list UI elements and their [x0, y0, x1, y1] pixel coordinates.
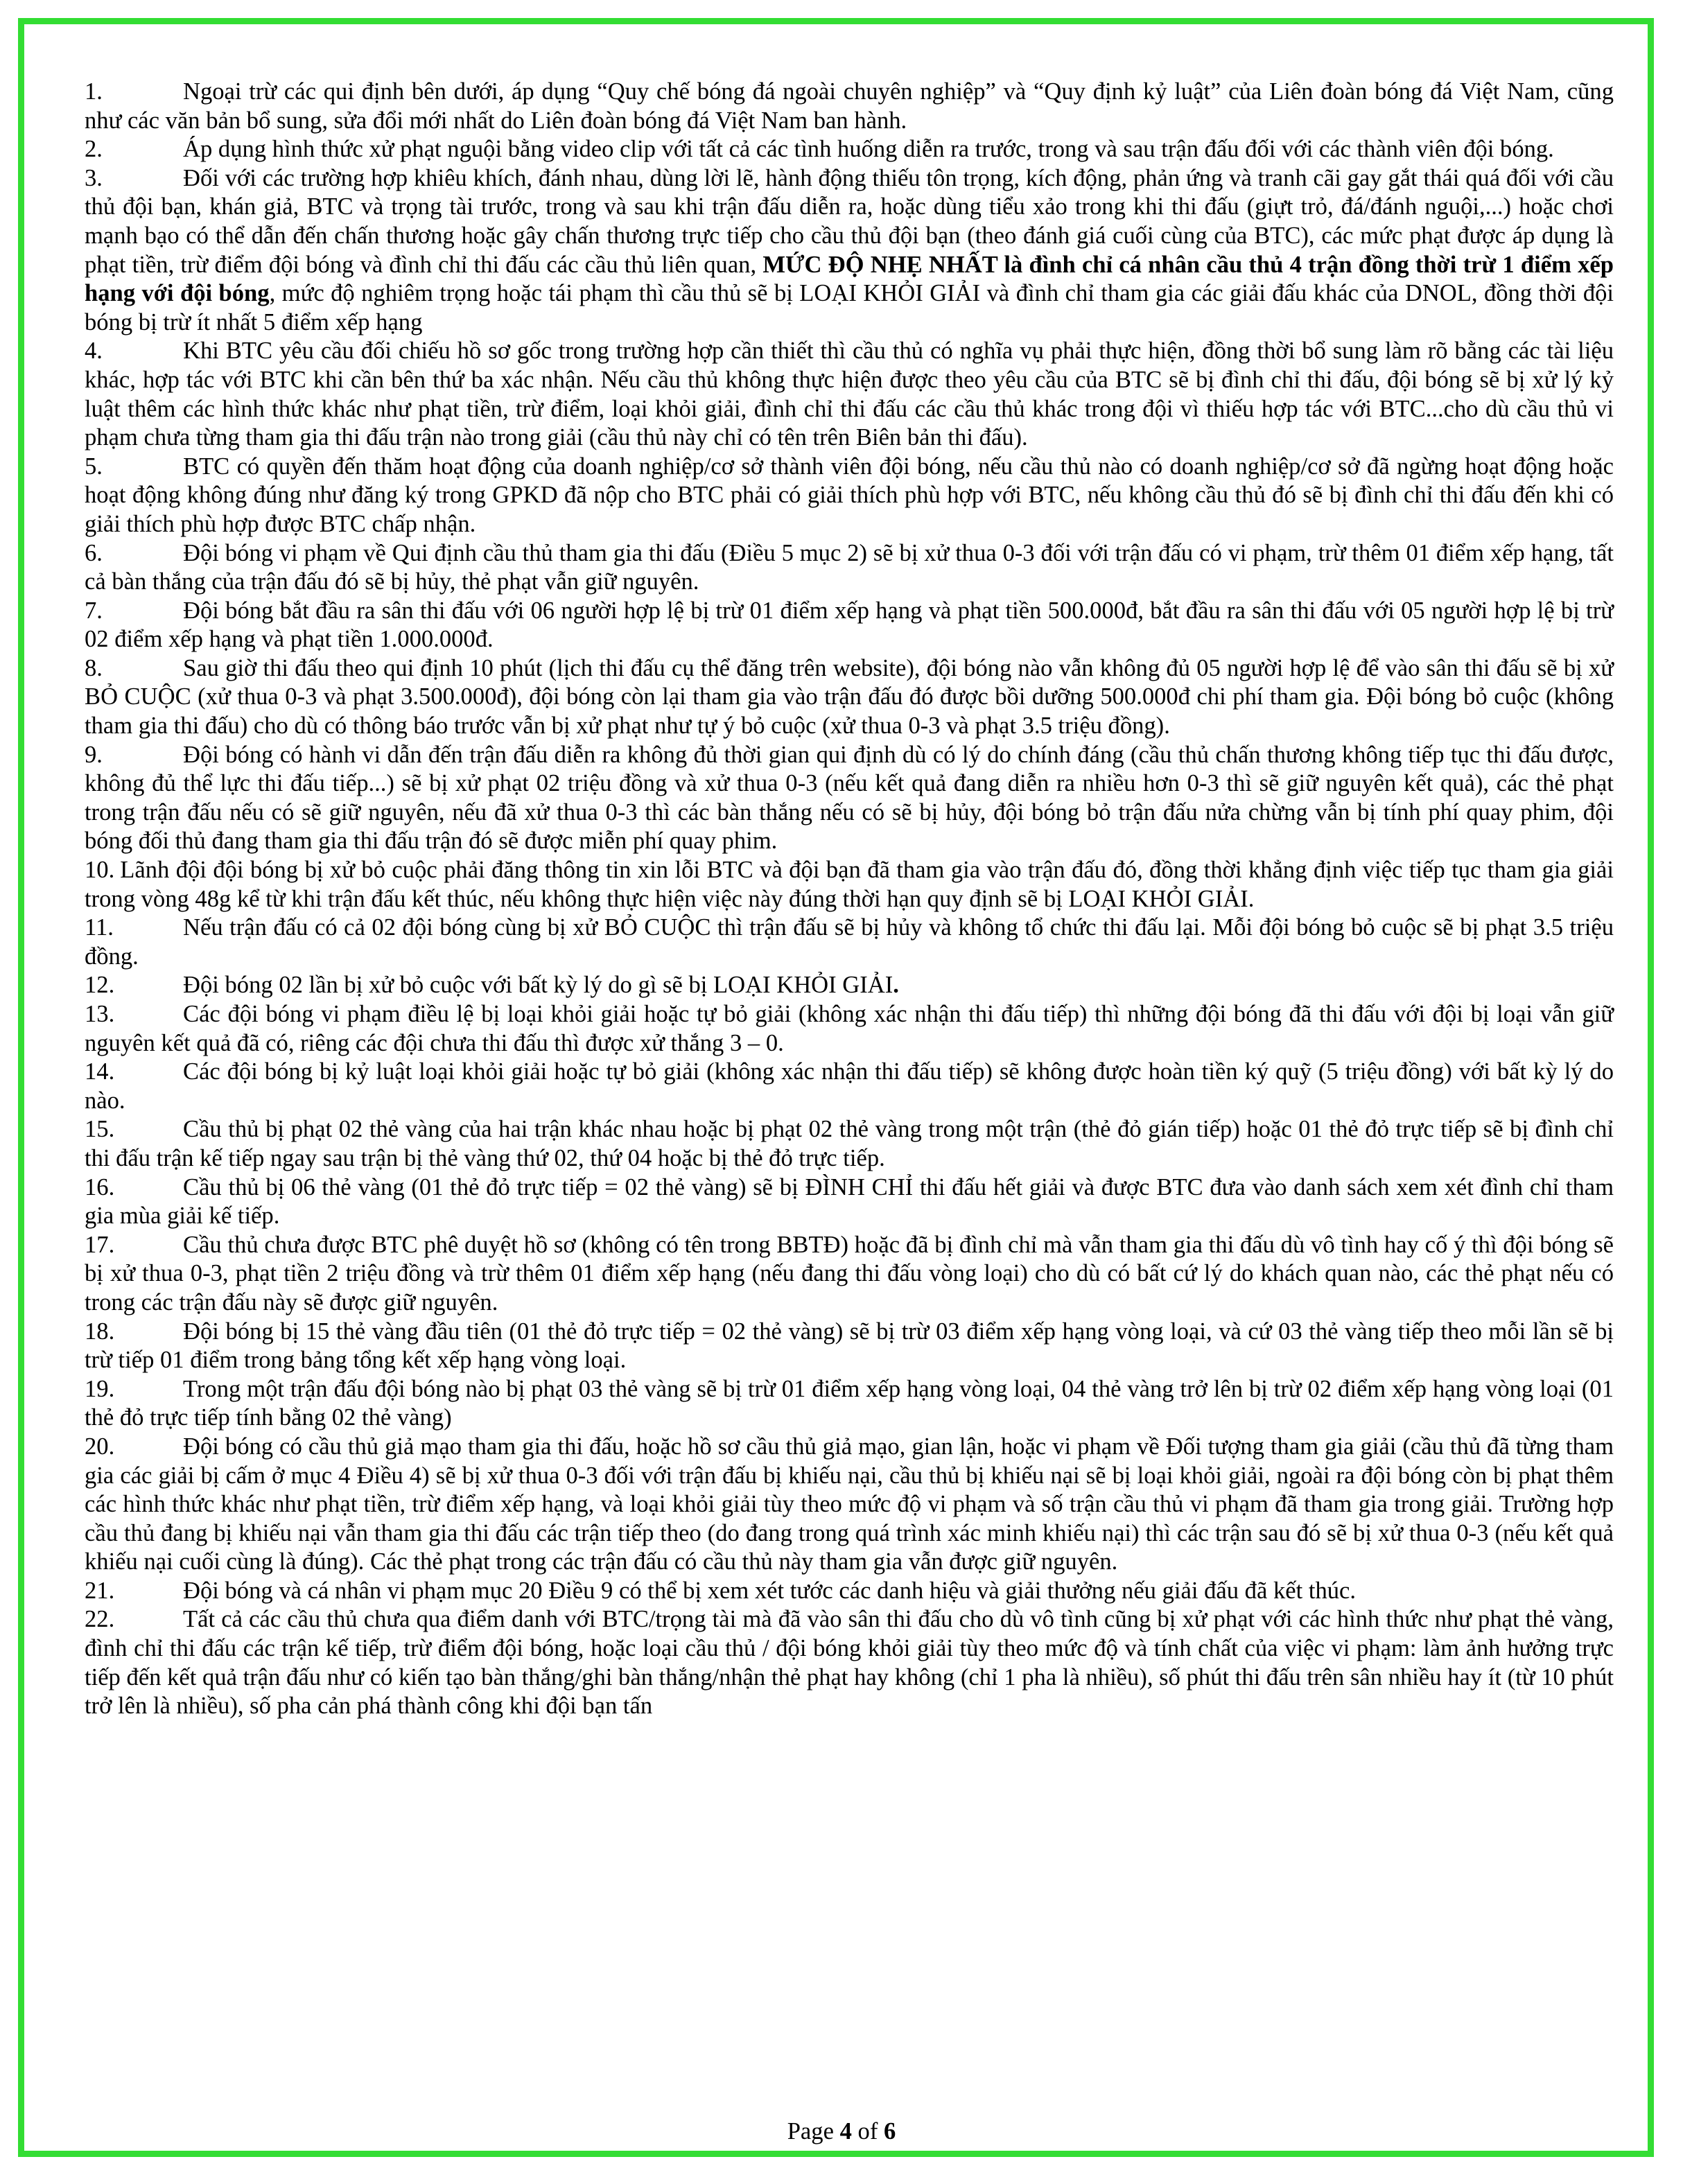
- rule-item: [85, 164, 1614, 338]
- rule-number: 21.: [85, 1577, 115, 1604]
- rule-item: [85, 1231, 1614, 1318]
- rule-text: BTC có quyền đến thăm hoạt động của doanh nghiệp/cơ sở thành viên đội bóng, nếu cầu thủ nào có doanh nghiệp/cơ sở đã ngừng hoạt động hoặc hoạt động không đúng như đăng ký trong GPKD đã nộp cho BTC phải có giải thích phù hợp với BTC, nếu không cầu thủ đó sẽ bị đình chỉ thi đấu đến khi có giải thích phù hợp được BTC chấp nhận.: [85, 453, 1614, 537]
- rule-text: Đội bóng và cá nhân vi phạm mục 20 Điều 9 có thể bị xem xét tước các danh hiệu và giải thưởng nếu giải đấu đã kết thúc.: [183, 1577, 1357, 1604]
- rule-text: Đội bóng có hành vi dẫn đến trận đấu diễn ra không đủ thời gian qui định dù có lý do chính đáng (cầu thủ chấn thương không tiếp tục thi đấu được, không đủ thể lực thi đấu tiếp...) sẽ bị xử phạt 02 triệu đồng và xử thua 0-3 (nếu kết quả đang diễn ra nhiều hơn 0-3 thì sẽ giữ nguyên kết quả), các thẻ phạt trong trận đấu nếu có sẽ giữ nguyên, nếu đã xử thua 0-3 thì các bàn thắng nếu có sẽ bị hủy, đội bóng bỏ trận đấu nửa chừng vẫn bị tính phí quay phim, đội bóng đối thủ đang tham gia thi đấu trận đó sẽ được miễn phí quay phim.: [85, 741, 1614, 855]
- rule-item: [85, 135, 1614, 164]
- rule-item: [85, 1115, 1614, 1173]
- rule-text: Đội bóng bị 15 thẻ vàng đầu tiên (01 thẻ đỏ trực tiếp = 02 thẻ vàng) sẽ bị trừ 03 điểm xếp hạng vòng loại, và cứ 03 thẻ vàng tiếp theo mỗi lần sẽ bị trừ tiếp 01 điểm trong bảng tổng kết xếp hạng vòng loại.: [85, 1318, 1614, 1374]
- rule-item: [85, 337, 1614, 452]
- rule-item: [85, 856, 1614, 914]
- rule-number: 20.: [85, 1433, 115, 1460]
- footer-page-total: 6: [884, 2118, 896, 2144]
- rule-text: Nếu trận đấu có cả 02 đội bóng cùng bị xử BỎ CUỘC thì trận đấu sẽ bị hủy và không tổ chức thi đấu lại. Mỗi đội bóng bỏ cuộc sẽ bị phạt 3.5 triệu đồng.: [85, 914, 1614, 970]
- rule-text: Khi BTC yêu cầu đối chiếu hồ sơ gốc trong trường hợp cần thiết thì cầu thủ có nghĩa vụ phải thực hiện, đồng thời bổ sung làm rõ bằng các tài liệu khác, hợp tác với BTC khi cần bên thứ ba xác nhận. Nếu cầu thủ không thực hiện được theo yêu cầu của BTC sẽ bị đình chỉ thi đấu, đội bóng sẽ bị xử lý kỷ luật thêm các hình thức khác như phạt tiền, trừ điểm, loại khỏi giải, đình chỉ thi đấu các cầu thủ khác trong đội vì thiếu hợp tác với BTC...cho dù cầu thủ vi phạm chưa từng tham gia thi đấu trận nào trong giải (cầu thủ này chỉ có tên trên Biên bản thi đấu).: [85, 338, 1614, 451]
- rule-number: 18.: [85, 1318, 115, 1345]
- footer-page-word: Page: [787, 2118, 834, 2144]
- rule-item: [85, 1058, 1614, 1115]
- rule-item: [85, 1000, 1614, 1058]
- rule-number: 19.: [85, 1375, 115, 1402]
- rule-number: 17.: [85, 1231, 115, 1258]
- rule-bold-text: .: [893, 972, 899, 999]
- footer-of-word: of: [857, 2118, 878, 2144]
- rule-item: [85, 78, 1614, 135]
- rule-item: [85, 1318, 1614, 1375]
- rule-text: Tất cả các cầu thủ chưa qua điểm danh với BTC/trọng tài mà đã vào sân thi đấu cho dù vô tình cũng bị xử phạt với các hình thức như phạt thẻ vàng, đình chỉ thi đấu các trận kế tiếp, trừ điểm đội bóng, hoặc loại cầu thủ / đội bóng khỏi giải tùy theo mức độ và tính chất của việc vi phạm: làm ảnh hưởng trực tiếp đến kết quả trận đấu như có kiến tạo bàn thắng/ghi bàn thắng/nhận thẻ phạt hay không (chỉ 1 pha là nhiều), số phút thi đấu trên sân nhiều hay ít (từ 10 phút trở lên là nhiều), số pha cản phá thành công khi đội bạn tấn: [85, 1606, 1614, 1720]
- rule-item: [85, 1577, 1614, 1606]
- rule-text: Ngoại trừ các qui định bên dưới, áp dụng “Quy chế bóng đá ngoài chuyên nghiệp” và “Quy định kỷ luật” của Liên đoàn bóng đá Việt Nam, cũng như các văn bản bổ sung, sửa đổi mới nhất do Liên đoàn bóng đá Việt Nam ban hành.: [85, 78, 1614, 134]
- rule-text-continued: , mức độ nghiêm trọng hoặc tái phạm thì cầu thủ sẽ bị LOẠI KHỎI GIẢI và đình chỉ tham gia các giải đấu khác của DNOL, đồng thời đội bóng bị trừ ít nhất 5 điểm xếp hạng: [85, 280, 1614, 335]
- rule-text: Lãnh đội đội bóng bị xử bỏ cuộc phải đăng thông tin xin lỗi BTC và đội bạn đã tham gia vào trận đấu đó, đồng thời khẳng định việc tiếp tục tham gia giải trong vòng 48g kể từ khi trận đấu kết thúc, nếu không thực hiện việc này đúng thời hạn quy định sẽ bị LOẠI KHỎI GIẢI.: [85, 857, 1614, 912]
- rule-item: [85, 971, 1614, 1000]
- rule-number: 4.: [85, 338, 103, 365]
- rule-number: 22.: [85, 1606, 115, 1633]
- rule-item: [85, 1375, 1614, 1433]
- rule-text: Đội bóng có cầu thủ giả mạo tham gia thi đấu, hoặc hồ sơ cầu thủ giả mạo, gian lận, hoặc vi phạm về Đối tượng tham gia giải (cầu thủ đã từng tham gia các giải bị cấm ở mục 4 Điều 4) sẽ bị xử thua 0-3 đối với trận đấu bị khiếu nại, cầu thủ bị khiếu nại sẽ bị loại khỏi giải, ngoài ra đội bóng còn bị phạt thêm các hình thức khác như phạt tiền, trừ điểm xếp hạng, và loại khỏi giải tùy theo mức độ vi phạm và số trận cầu thủ vi phạm đã tham gia trong giải. Trường hợp cầu thủ đang bị khiếu nại vẫn tham gia thi đấu các trận tiếp theo (do đang trong quá trình xác minh khiếu nại) thì các trận sau đó sẽ bị xử thua 0-3 (nếu kết quả khiếu nại cuối cùng là đúng). Các thẻ phạt trong các trận đấu có cầu thủ này tham gia vẫn được giữ nguyên.: [85, 1433, 1614, 1575]
- rule-number: 9.: [85, 741, 103, 768]
- rule-text: Sau giờ thi đấu theo qui định 10 phút (lịch thi đấu cụ thể đăng trên website), đội bóng nào vẫn không đủ 05 người hợp lệ để vào sân thi đấu sẽ bị xử BỎ CUỘC (xử thua 0-3 và phạt 3.500.000đ), đội bóng còn lại tham gia vào trận đấu đó được bồi dưỡng 500.000đ chi phí tham gia. Đội bóng bỏ cuộc (không tham gia thi đấu) cho dù có thông báo trước vẫn bị xử phạt như tự ý bỏ cuộc (xử thua 0-3 và phạt 3.5 triệu đồng).: [85, 654, 1614, 740]
- rule-number: 12.: [85, 972, 115, 999]
- rule-text: Đối với các trường hợp khiêu khích, đánh nhau, dùng lời lẽ, hành động thiếu tôn trọng, kích động, phản ứng và tranh cãi gay gắt thái quá đối với cầu thủ đội bạn, khán giả, BTC và trọng tài trước, trong và sau khi trận đấu diễn ra, hoặc dùng tiểu xảo trong khi thi đấu (giựt trỏ, đá/đánh nguội,...) hoặc chơi mạnh bạo có thể dẫn đến chấn thương hoặc gây chấn thương trực tiếp cho cầu thủ đội bạn (theo đánh giá cuối cùng của BTC), các mức phạt được áp dụng là phạt tiền, trừ điểm đội bóng và đình chỉ thi đấu các cầu thủ liên quan,: [85, 164, 1614, 278]
- rule-text: Đội bóng 02 lần bị xử bỏ cuộc với bất kỳ lý do gì sẽ bị LOẠI KHỎI GIẢI: [183, 972, 893, 999]
- rule-item: [85, 654, 1614, 741]
- rule-text: Cầu thủ bị 06 thẻ vàng (01 thẻ đỏ trực tiếp = 02 thẻ vàng) sẽ bị ĐÌNH CHỈ thi đấu hết giải và được BTC đưa vào danh sách xem xét đình chỉ tham gia mùa giải kế tiếp.: [85, 1173, 1614, 1230]
- rule-number: 15.: [85, 1116, 115, 1143]
- rule-number: 8.: [85, 654, 103, 681]
- rule-item: [85, 741, 1614, 856]
- rule-number: 2.: [85, 136, 103, 163]
- rule-item: [85, 1433, 1614, 1577]
- rule-number: 5.: [85, 453, 103, 480]
- rule-item: [85, 914, 1614, 971]
- rule-number: 3.: [85, 164, 103, 191]
- rule-text: Cầu thủ bị phạt 02 thẻ vàng của hai trận khác nhau hoặc bị phạt 02 thẻ vàng trong một trận (thẻ đỏ gián tiếp) hoặc 01 thẻ đỏ trực tiếp sẽ bị đình chỉ thi đấu trận kế tiếp ngay sau trận bị thẻ vàng thứ 02, thứ 04 hoặc bị thẻ đỏ trực tiếp.: [85, 1116, 1614, 1171]
- rule-text: Áp dụng hình thức xử phạt nguội bằng video clip với tất cả các tình huống diễn ra trước, trong và sau trận đấu đối với các thành viên đội bóng.: [183, 136, 1554, 163]
- rule-number: 7.: [85, 597, 103, 624]
- rule-text: Đội bóng bắt đầu ra sân thi đấu với 06 người hợp lệ bị trừ 01 điểm xếp hạng và phạt tiền 500.000đ, bắt đầu ra sân thi đấu với 05 người hợp lệ bị trừ 02 điểm xếp hạng và phạt tiền 1.000.000đ.: [85, 597, 1614, 653]
- rule-number: 11.: [85, 914, 114, 941]
- rule-item: [85, 597, 1614, 654]
- rule-item: [85, 1605, 1614, 1720]
- rule-text: Các đội bóng vi phạm điều lệ bị loại khỏi giải hoặc tự bỏ giải (không xác nhận thi đấu tiếp) thì những đội bóng đã thi đấu với đội bị loại vẫn giữ nguyên kết quả đã có, riêng các đội chưa thi đấu thì được xử thắng 3 – 0.: [85, 1001, 1614, 1056]
- rule-text: Đội bóng vi phạm về Qui định cầu thủ tham gia thi đấu (Điều 5 mục 2) sẽ bị xử thua 0-3 đối với trận đấu có vi phạm, trừ thêm 01 điểm xếp hạng, tất cả bàn thắng của trận đấu đó sẽ bị hủy, thẻ phạt vẫn giữ nguyên.: [85, 539, 1614, 595]
- rule-item: [85, 539, 1614, 597]
- rule-number: 13.: [85, 1001, 115, 1027]
- rule-text: Cầu thủ chưa được BTC phê duyệt hồ sơ (không có tên trong BBTĐ) hoặc đã bị đình chỉ mà vẫn tham gia thi đấu dù vô tình hay cố ý thì đội bóng sẽ bị xử thua 0-3, phạt tiền 2 triệu đồng và trừ thêm 01 điểm xếp hạng (nếu đang thi đấu vòng loại) cho dù có bất cứ lý do khách quan nào, các thẻ phạt nếu có trong các trận đấu này sẽ được giữ nguyên.: [85, 1231, 1614, 1316]
- document-body: [85, 78, 1614, 1721]
- rule-item: [85, 1173, 1614, 1231]
- rule-text: Các đội bóng bị kỷ luật loại khỏi giải hoặc tự bỏ giải (không xác nhận thi đấu tiếp) sẽ không được hoàn tiền ký quỹ (5 triệu đồng) với bất kỳ lý do nào.: [85, 1058, 1614, 1114]
- rule-item: [85, 453, 1614, 539]
- rule-bold-text: MỨC ĐỘ NHẸ NHẤT là đình chỉ cá nhân cầu thủ 4 trận đồng thời trừ 1 điểm xếp hạng với đội bóng: [85, 251, 1614, 307]
- rule-number: 6.: [85, 539, 103, 566]
- rule-number: 10.: [85, 857, 115, 884]
- rule-text: Trong một trận đấu đội bóng nào bị phạt 03 thẻ vàng sẽ bị trừ 01 điểm xếp hạng vòng loại, 04 thẻ vàng trở lên bị trừ 02 điểm xếp hạng vòng loại (01 thẻ đỏ trực tiếp tính bằng 02 thẻ vàng): [85, 1375, 1614, 1431]
- rule-number: 16.: [85, 1173, 115, 1200]
- footer-page-number: 4: [839, 2118, 852, 2144]
- page-footer: [0, 2118, 1683, 2145]
- rule-number: 14.: [85, 1058, 115, 1085]
- rule-number: 1.: [85, 78, 103, 105]
